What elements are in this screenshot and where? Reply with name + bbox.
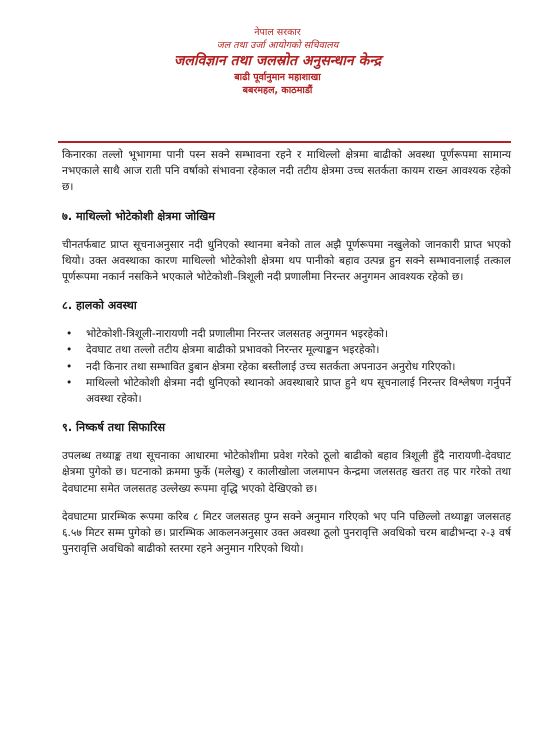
section-7-paragraph: चीनतर्फबाट प्राप्त सूचनाअनुसार नदी धुनिएको स्थानमा बनेको ताल अझै पूर्णरूपमा नखुलेको जानकारी प्राप्त भएको थियो। उक्त अवस्थाका कारण माथिल्लो भोटेकोशी क्षेत्रमा थप पानीको बहाव उत्पन्न हुन सक्ने सम्भावनालाई तत्काल पूर्णरूपमा नकार्न नसकिने भएकाले भोटेकोशी–त्रिशूली नदी प्रणालीमा निरन्तर अनुगमन आवश्यक रहेको छ।	[62, 238, 511, 284]
letterhead	[0, 27, 555, 97]
bullet-icon: •	[66, 376, 73, 389]
ministry-name: जल तथा उर्जा आयोगको सचिवालय	[216, 40, 339, 51]
section-9-paragraph-2: देवघाटमा प्रारम्भिक रूपमा करिब ८ मिटर जलसतह पुग्न सक्ने अनुमान गरिएको भए पनि पछिल्लो तथ्याङ्मा जलसतह ६.५७ मिटर सम्म पुगेको छ। प्रारम्भिक आकलनअनुसार उक्त अवस्था ठूलो पुनरावृत्ति अवधिको चरम बाढीभन्दा २-३ वर्ष पुनरावृत्ति अवधिको बाढीको स्तरमा रहने अनुमान गरिएको थियो।	[62, 510, 511, 556]
bullet-icon: •	[66, 344, 73, 357]
section-9-heading: ९. निष्कर्ष तथा सिफारिस	[62, 421, 166, 435]
list-item: • भोटेकोशी-त्रिशूली-नारायणी नदी प्रणालीमा निरन्तर जलसतह अनुगमन भइरहेको।	[62, 326, 511, 342]
intro-paragraph: किनारका तल्लो भूभागमा पानी पस्न सक्ने सम्भावना रहने र माथिल्लो क्षेत्रमा बाढीको अवस्था पूर्णरूपमा सामान्य नभएकाले साथै आज राती पनि वर्षाको संभावना रहेकाल नदी तटीय क्षेत्रमा उच्च सतर्कता कायम राख्न आवश्यक रहेको छ।	[62, 149, 511, 194]
section-8-heading: ८. हालको अवस्था	[62, 299, 137, 313]
office-address: बबरमहल, काठमाडौं	[242, 85, 313, 96]
header-divider	[58, 141, 511, 143]
status-bullet-list	[62, 326, 511, 407]
list-item: • नदी किनार तथा सम्भावित डुबान क्षेत्रमा रहेका बस्तीलाई उच्च सतर्कता अपनाउन अनुरोध गरिएको।	[62, 359, 511, 375]
section-7-heading: ७. माथिल्लो भोटेकोशी क्षेत्रमा जोखिम	[62, 209, 215, 223]
government-name: नेपाल सरकार	[254, 27, 301, 38]
section-9-paragraph-1: उपलब्ध तथ्याङ्क तथा सूचनाका आधारमा भोटेकोशीमा प्रवेश गरेको ठूलो बाढीको बहाव त्रिशूली हुँदै नारायणी-देवघाट क्षेत्रमा पुगेको छ। घटनाको क्रममा फुर्के (मलेखु) र कालीखोला जलमापन केन्द्रमा जलसतह खतरा तह पार गरेको तथा देवघाटमा समेत जलसतह उल्लेख्य रूपमा वृद्धि भएको देखिएको छ।	[62, 450, 511, 495]
bullet-icon: •	[66, 360, 73, 373]
division-name: बाढी पूर्वानुमान महाशाखा	[234, 72, 321, 83]
list-item: • माथिल्लो भोटेकोशी क्षेत्रमा नदी धुनिएको स्थानको अवस्थाबारे प्राप्त हुने थप सूचनालाई निरन्तर विश्लेषण गर्नुपर्ने अवस्था रहेको।	[66, 376, 511, 406]
list-item: • देवघाट तथा तल्लो तटीय क्षेत्रमा बाढीको प्रभावको निरन्तर मूल्याङ्कन भइरहेको।	[62, 342, 511, 358]
document-body	[62, 147, 511, 557]
bullet-icon: •	[66, 328, 73, 341]
department-name: जलविज्ञान तथा जलस्रोत अनुसन्धान केन्द्र	[173, 53, 382, 69]
